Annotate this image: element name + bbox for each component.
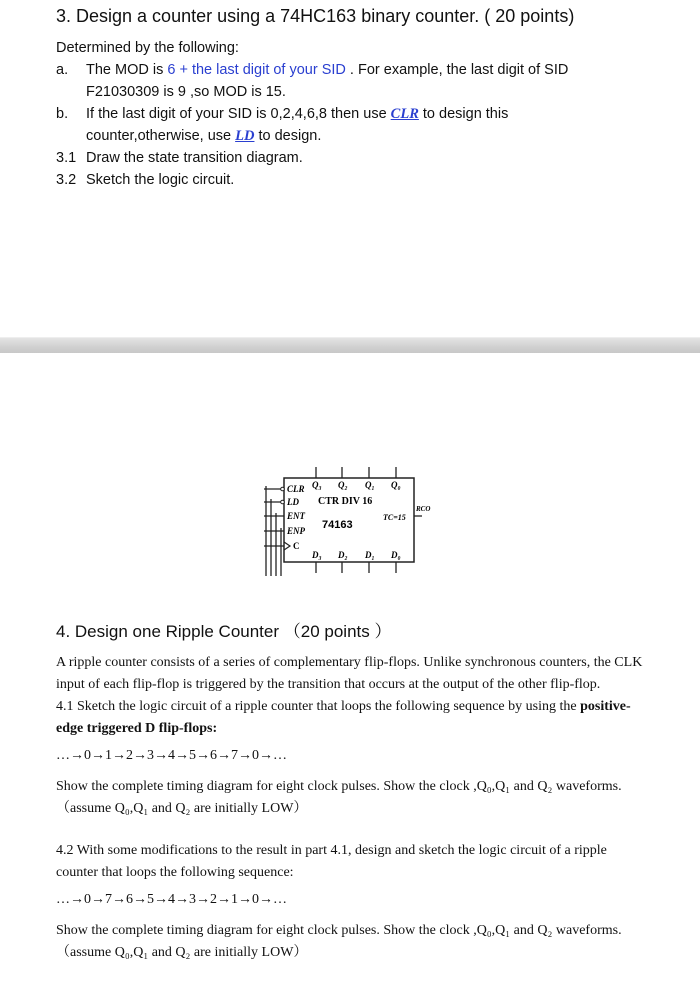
paragraph-4-1 xyxy=(56,696,646,740)
74163-counter-diagram xyxy=(262,464,442,584)
item-a xyxy=(56,59,656,103)
item-3-1 xyxy=(56,147,656,169)
question-4 xyxy=(56,617,646,964)
ld-bubble xyxy=(281,500,285,504)
sequence-1: …→0→1→2→3→4→5→6→7→0→… xyxy=(56,748,287,763)
text: The MOD is xyxy=(86,62,168,78)
pin-ld: LD xyxy=(287,497,299,507)
pin-clr: CLR xyxy=(287,484,305,494)
pin-clock: C xyxy=(293,541,300,551)
item-text: Draw the state transition diagram. xyxy=(86,150,303,166)
sequence-2: …→0→7→6→5→4→3→2→1→0→… xyxy=(56,892,287,907)
item-b-label: b. xyxy=(56,106,69,122)
pin-rco: RCO xyxy=(416,505,431,513)
item-text: Sketch the logic circuit. xyxy=(86,172,235,188)
clr-bubble xyxy=(281,487,285,491)
pin-ent: ENT xyxy=(287,511,305,521)
item-b xyxy=(56,103,656,147)
chip-title: CTR DIV 16 xyxy=(318,496,373,507)
chip-part-number: 74163 xyxy=(322,519,353,531)
paragraph-timing-2: Show the complete timing diagram for eight clock pulses. Show the clock ,Q₀,Q₁ and Q₂ waveforms.（assume Q₀,Q₁ and Q₂ are initially LOW） xyxy=(56,923,622,960)
pin-tc: TC=15 xyxy=(383,513,406,522)
paragraph-timing-1: Show the complete timing diagram for eight clock pulses. Show the clock ,Q₀,Q₁ and Q₂ waveforms.（assume Q₀,Q₁ and Q₂ are initially LOW） xyxy=(56,779,622,816)
item-label: 3.1 xyxy=(56,150,77,166)
item-a-label: a. xyxy=(56,62,69,78)
item-label: 3.2 xyxy=(56,172,77,188)
bold-text: positive-edge triggered D flip-flops xyxy=(56,699,631,736)
paragraph-4-2: 4.2 With some modifications to the result in part 4.1, design and sketch the logic circuit of a ripple counter that loops the following sequence: xyxy=(56,843,607,880)
pin-q2: Q₂ xyxy=(338,480,348,490)
text: 4.1 Sketch the logic circuit of a ripple counter that loops the following sequence by using the xyxy=(56,699,581,714)
page-divider xyxy=(0,337,700,353)
mod-formula: 6 + the last digit of your SID xyxy=(167,62,346,78)
pin-q3: Q₃ xyxy=(312,480,322,490)
pin-enp: ENP xyxy=(287,526,305,536)
text: to design. xyxy=(254,128,322,144)
text: F21030309 is 9 ,so MOD is 15. xyxy=(86,84,286,100)
item-3-2 xyxy=(56,169,656,191)
text: If the last digit of your SID is 0,2,4,6,8 then use xyxy=(86,106,391,122)
clr-link[interactable]: CLR xyxy=(390,106,419,122)
text: counter,otherwise, use xyxy=(86,128,236,144)
pin-d1: D₁ xyxy=(365,550,375,560)
question-3-title: 3. Design a counter using a 74HC163 binary counter. ( 20 points) xyxy=(56,6,575,26)
text: . For example, the last digit of SID xyxy=(345,62,569,78)
text: : xyxy=(212,721,218,736)
pin-d2: D₂ xyxy=(338,550,348,560)
pin-q1: Q₁ xyxy=(365,480,375,490)
pin-d3: D₃ xyxy=(312,550,322,560)
ld-link[interactable]: LD xyxy=(235,128,255,144)
question-4-title: 4. Design one Ripple Counter （20 points ） xyxy=(56,622,392,641)
pin-q0: Q₀ xyxy=(391,480,401,490)
text: to design this xyxy=(418,106,509,122)
pin-d0: D₀ xyxy=(391,550,401,560)
paragraph-intro: A ripple counter consists of a series of complementary flip-flops. Unlike synchronous counters, the CLK input of each flip-flop is triggered by the transition that occurs at the output of the other flip-flop. xyxy=(56,655,643,692)
question-3 xyxy=(56,6,656,191)
intro: Determined by the following: xyxy=(56,40,239,56)
